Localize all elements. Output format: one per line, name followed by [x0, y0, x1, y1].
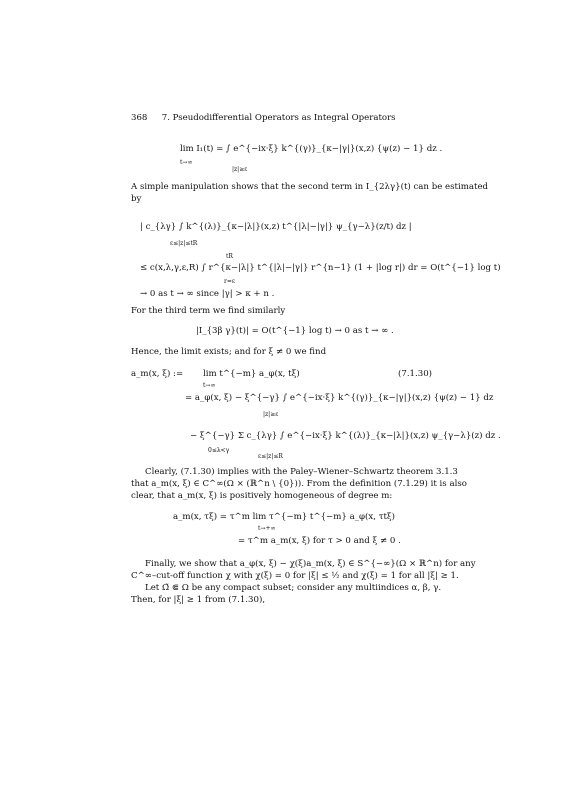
equation-7130-line1-subscript: t→∞ — [203, 382, 216, 389]
paragraph-simple-manipulation-line1: A simple manipulation shows that the second term in I_{2λγ}(t) can be estimated — [131, 182, 489, 192]
equation-7130-line3-sum-range: 0≤λ<γ — [208, 447, 230, 454]
equation-limit-i1: lim I₁(t) = ∫ e^{−ix·ξ} k^{(γ)}_{κ−|γ|}(x,z) {ψ(z) − 1} dz . — [180, 144, 443, 154]
equation-limit-i1-domain: |z|≥ε — [232, 166, 248, 173]
equation-7130-line1: lim t^{−m} a_φ(x, tξ) — [203, 369, 300, 379]
page-header — [131, 113, 396, 123]
equation-number-7130: (7.1.30) — [398, 369, 433, 379]
paragraph-let-line1: Let Ω̃ ⋐ Ω be any compact subset; consider any multiindices α, β, γ. — [145, 583, 442, 593]
equation-7130-lhs: a_m(x, ξ) := — [131, 369, 184, 379]
equation-7130-line3: − ξ^{−γ} Σ c_{λγ} ∫ e^{−ix·ξ} k^{(λ)}_{κ−|λ|}(x,z) ψ_{γ−λ}(z) dz . — [190, 431, 501, 441]
paragraph-clearly-line3: clear, that a_m(x, ξ) is positively homogeneous of degree m: — [131, 491, 393, 501]
paragraph-let-line2: Then, for |ξ| ≥ 1 from (7.1.30), — [131, 595, 266, 605]
equation-estimate-line1-domain: ε≤|z|≤tR — [170, 240, 198, 247]
equation-estimate-line2-lower: r=ε — [224, 278, 236, 285]
equation-7130-line2-domain: |z|≥ε — [263, 411, 279, 418]
page-number: 368 — [131, 113, 148, 123]
equation-estimate-line3: → 0 as t → ∞ since |γ| > κ + n . — [140, 289, 275, 299]
equation-estimate-line1: | c_{λγ} ∫ k^{(λ)}_{κ−|λ|}(x,z) t^{|λ|−|γ|} ψ_{γ−λ}(z/t) dz | — [140, 222, 412, 232]
equation-7130-line3-domain: ε≤|z|≤R — [258, 453, 283, 460]
equation-limit-i1-subscript: t→∞ — [180, 159, 193, 166]
paragraph-third-term: For the third term we find similarly — [131, 306, 286, 316]
running-title: 7. Pseudodifferential Operators as Integral Operators — [161, 113, 396, 123]
equation-estimate-line2: ≤ c(x,λ,γ,ε,R) ∫ r^{κ−|λ|} t^{|λ|−|γ|} r^{n−1} (1 + |log r|) dr = O(t^{−1} log t) — [140, 263, 501, 273]
paragraph-clearly-line2: that a_m(x, ξ) ∈ C^∞(Ω × (ℝ^n \ {0})). From the definition (7.1.29) it is also — [131, 479, 467, 489]
equation-homogeneity-line1: a_m(x, τξ) = τ^m lim τ^{−m} t^{−m} a_φ(x, τtξ) — [173, 512, 395, 522]
equation-estimate-line2-upper: tR — [226, 253, 233, 260]
equation-homogeneity-line1-subscript: t→+∞ — [258, 525, 276, 532]
paragraph-finally-line2: C^∞–cut-off function χ with χ(ξ) = 0 for |ξ| ≤ ½ and χ(ξ) = 1 for all |ξ| ≥ 1. — [131, 571, 459, 581]
paragraph-simple-manipulation-line2: by — [131, 194, 142, 204]
equation-homogeneity-line2: = τ^m a_m(x, ξ) for τ > 0 and ξ ≠ 0 . — [238, 536, 401, 546]
paragraph-finally-line1: Finally, we show that a_φ(x, ξ) − χ(ξ)a_m(x, ξ) ∈ S^{−∞}(Ω × ℝ^n) for any — [145, 559, 476, 569]
equation-third-term: |I_{3β γ}(t)| = O(t^{−1} log t) → 0 as t → ∞ . — [196, 326, 394, 336]
paragraph-clearly-line1: Clearly, (7.1.30) implies with the Paley–Wiener–Schwartz theorem 3.1.3 — [145, 467, 458, 477]
equation-7130-line2: = a_φ(x, ξ) − ξ^{−γ} ∫ e^{−ix·ξ} k^{(γ)}_{κ−|γ|}(x,z) {ψ(z) − 1} dz — [185, 393, 494, 403]
paragraph-hence: Hence, the limit exists; and for ξ ≠ 0 we find — [131, 347, 327, 357]
